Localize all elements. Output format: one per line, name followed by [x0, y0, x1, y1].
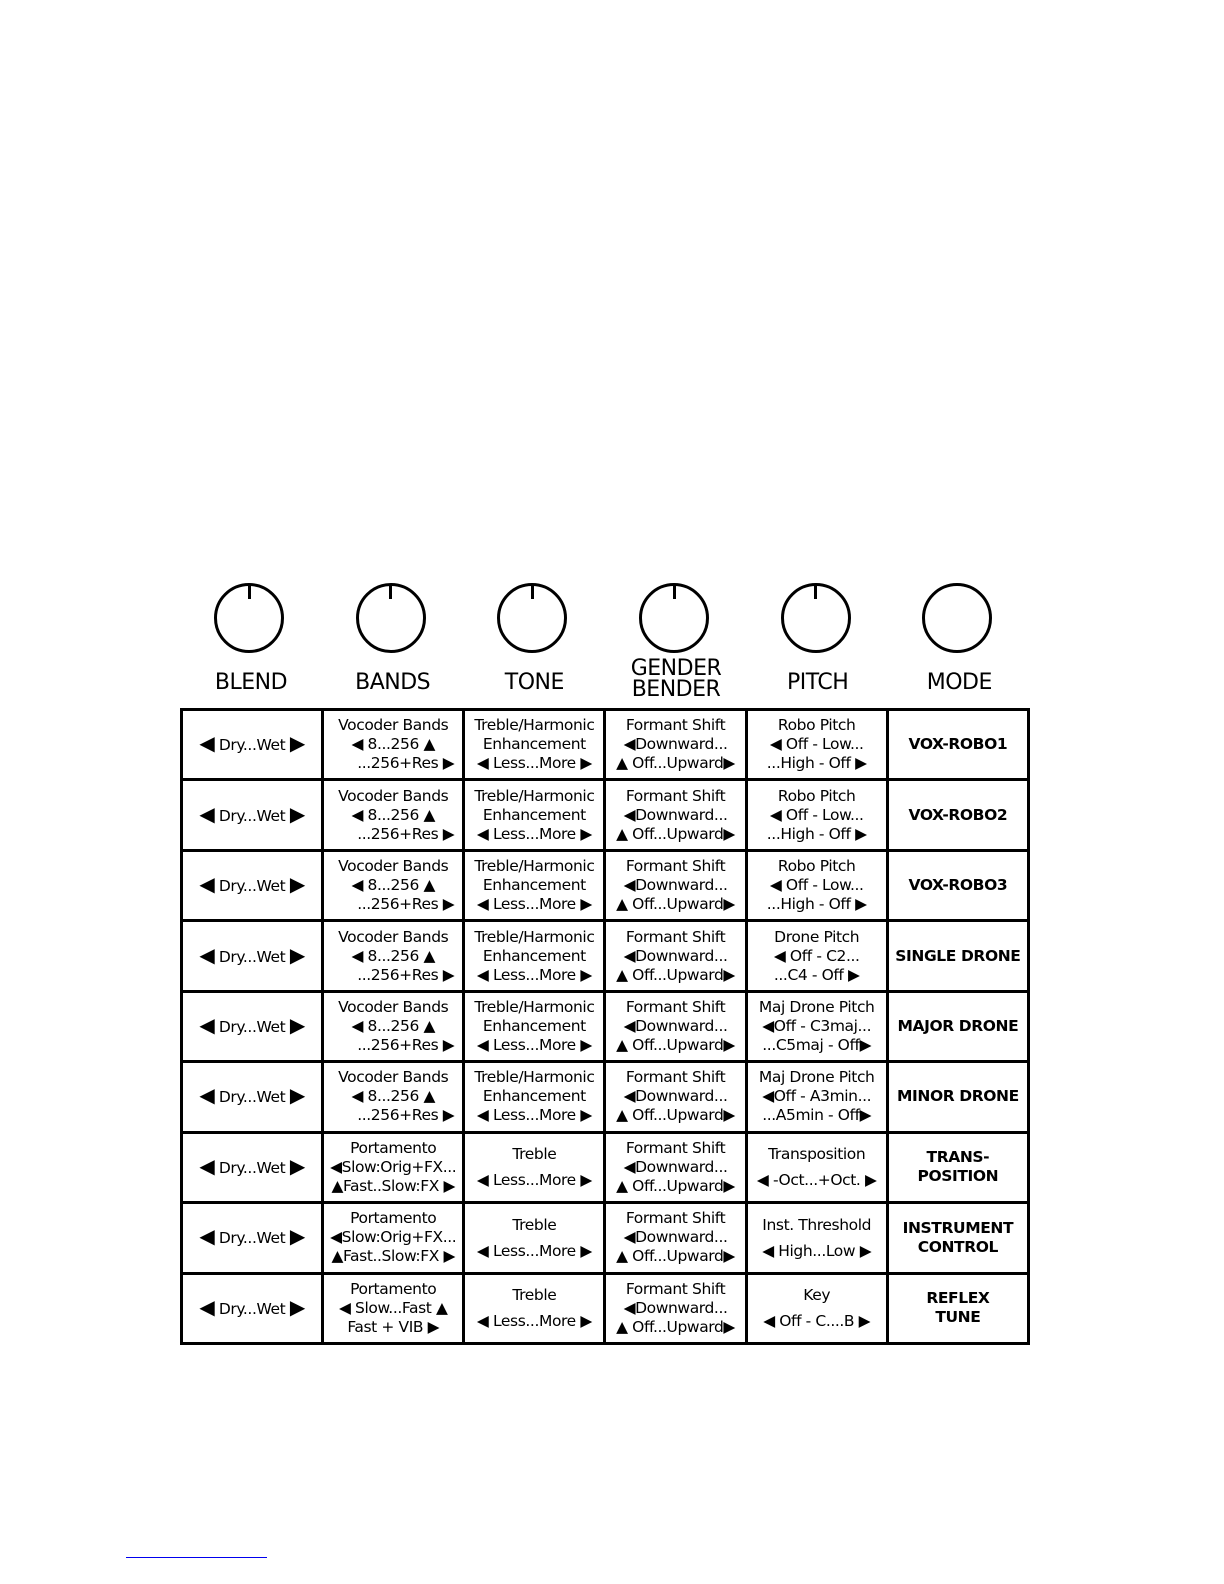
knob-row [180, 580, 1030, 705]
gender-cell-line: Formant Shift [625, 927, 726, 946]
knob-indicator [389, 585, 392, 599]
right-arrow-icon: ▶ [289, 801, 305, 826]
tone-cell-line: Treble/Harmonic [474, 716, 595, 735]
bands-cell-line: ...256+Res ▶ [357, 965, 455, 984]
tone-cell-line: ◀ Less...More ▶ [476, 1106, 592, 1125]
tone-cell [464, 1203, 605, 1273]
left-arrow-icon: ◀ [199, 1083, 215, 1108]
gender-cell-line: ▲ Off...Upward▶ [616, 895, 735, 914]
blend-cell [182, 780, 323, 850]
blend-cell [182, 1062, 323, 1132]
mode-cell [887, 1132, 1028, 1202]
gender-cell-line: Formant Shift [625, 716, 726, 735]
bands-cell [323, 1273, 464, 1344]
right-arrow-icon: ▶ [289, 942, 305, 967]
bands-cell-line: ▲Fast..Slow:FX ▶ [331, 1176, 456, 1195]
gender-cell [605, 1062, 746, 1132]
bands-cell-line: ...256+Res ▶ [357, 1106, 455, 1125]
mode-cell-line: VOX-ROBO3 [908, 876, 1008, 895]
knob-column [888, 580, 1030, 705]
blend-cell [182, 991, 323, 1061]
tone-cell-line: Enhancement [482, 1016, 586, 1035]
mode-cell-line: TRANS- [926, 1148, 990, 1167]
bands-cell-line: ...256+Res ▶ [357, 895, 455, 914]
knob-label: BLEND [214, 670, 288, 695]
blend-range-text: Dry...Wet [218, 1229, 286, 1248]
blend-cell [182, 850, 323, 920]
knob-icon[interactable] [922, 583, 992, 653]
bands-cell-line: ...256+Res ▶ [357, 1035, 455, 1054]
tone-cell-line: Enhancement [482, 876, 586, 895]
knob-column [180, 580, 322, 705]
table-row [182, 850, 1029, 920]
tone-cell-line: Enhancement [482, 735, 586, 754]
mode-cell-line: CONTROL [917, 1237, 999, 1256]
pitch-cell-line: Robo Pitch [777, 786, 856, 805]
bands-cell-line: ▲Fast..Slow:FX ▶ [331, 1247, 456, 1266]
pitch-cell-line: ◀ Off - Low... [769, 805, 864, 824]
tone-cell-line: Treble/Harmonic [474, 786, 595, 805]
left-arrow-icon: ◀ [199, 942, 215, 967]
tone-cell [464, 991, 605, 1061]
bands-cell [323, 1203, 464, 1273]
knob-indicator [248, 585, 251, 599]
tone-cell-line: ◀ Less...More ▶ [476, 1241, 592, 1260]
bands-cell-line: ◀ 8...256 ▲ [351, 805, 435, 824]
knob-indicator [814, 585, 817, 599]
knob-icon[interactable] [497, 583, 567, 653]
pitch-cell [746, 1273, 887, 1344]
bands-cell-line: ◀ 8...256 ▲ [351, 735, 435, 754]
pitch-cell-line: Maj Drone Pitch [758, 997, 875, 1016]
mode-cell [887, 921, 1028, 991]
tone-cell [464, 1273, 605, 1344]
blend-range-text: Dry...Wet [218, 877, 286, 896]
blend-cell [182, 1203, 323, 1273]
gender-cell-line: ◀Downward... [623, 805, 728, 824]
knob-column [322, 580, 464, 705]
pitch-cell-line: ...High - Off ▶ [766, 895, 867, 914]
bands-cell-line: Portamento [350, 1138, 437, 1157]
mode-cell-line: SINGLE DRONE [895, 946, 1021, 965]
pitch-cell-line: ...A5min - Off▶ [762, 1106, 872, 1125]
bands-cell-line: ◀ Slow...Fast ▲ [338, 1298, 448, 1317]
tone-cell-line: Treble [512, 1215, 557, 1234]
pitch-cell-line: ◀ Off - C....B ▶ [763, 1312, 871, 1331]
bands-cell-line: ◀Slow:Orig+FX... [330, 1228, 457, 1247]
gender-cell [605, 921, 746, 991]
tone-cell-line: ◀ Less...More ▶ [476, 1171, 592, 1190]
knob-icon[interactable] [781, 583, 851, 653]
pitch-cell-line: ◀ -Oct...+Oct. ▶ [756, 1171, 877, 1190]
gender-cell-line: Formant Shift [625, 1138, 726, 1157]
bands-cell-line: ◀ 8...256 ▲ [351, 876, 435, 895]
right-arrow-icon: ▶ [289, 1294, 305, 1319]
left-arrow-icon: ◀ [199, 1224, 215, 1249]
pitch-cell-line: ◀ Off - Low... [769, 735, 864, 754]
knob-label: TONE [504, 670, 564, 695]
knob-label-line: GENDER [630, 656, 722, 681]
table-row [182, 921, 1029, 991]
tone-cell-line: ◀ Less...More ▶ [476, 754, 592, 773]
gender-cell-line: ◀Downward... [623, 1087, 728, 1106]
blend-range-text: Dry...Wet [218, 736, 286, 755]
bands-cell-line: Portamento [350, 1279, 437, 1298]
bands-cell [323, 850, 464, 920]
left-arrow-icon: ◀ [199, 801, 215, 826]
pitch-cell [746, 710, 887, 780]
bands-cell-line: Fast + VIB ▶ [347, 1317, 440, 1336]
tone-cell-line: Treble/Harmonic [474, 857, 595, 876]
bands-cell-line: Portamento [350, 1209, 437, 1228]
pitch-cell-line: ◀ Off - Low... [769, 876, 864, 895]
gender-cell-line: ◀Downward... [623, 1016, 728, 1035]
gender-cell-line: Formant Shift [625, 857, 726, 876]
right-arrow-icon: ▶ [289, 1083, 305, 1108]
mode-settings-table [180, 708, 1030, 1345]
knob-indicator [531, 585, 534, 599]
tone-cell [464, 780, 605, 850]
tone-cell-line: Treble [512, 1145, 557, 1164]
bands-cell [323, 921, 464, 991]
bands-cell-line: ◀ 8...256 ▲ [351, 1016, 435, 1035]
gender-cell [605, 1203, 746, 1273]
pitch-cell [746, 1132, 887, 1202]
right-arrow-icon: ▶ [289, 872, 305, 897]
gender-cell-line: ▲ Off...Upward▶ [616, 965, 735, 984]
gender-cell [605, 1273, 746, 1344]
mode-cell-line: POSITION [917, 1167, 999, 1186]
pitch-cell-line: ◀ Off - C2... [773, 946, 860, 965]
gender-cell-line: Formant Shift [625, 1279, 726, 1298]
tone-cell-line: ◀ Less...More ▶ [476, 895, 592, 914]
pitch-cell [746, 850, 887, 920]
table-row [182, 1273, 1029, 1344]
blend-cell [182, 1132, 323, 1202]
bands-cell-line: ...256+Res ▶ [357, 824, 455, 843]
pitch-cell-line: ◀Off - A3min... [762, 1087, 872, 1106]
gender-cell-line: ▲ Off...Upward▶ [616, 1247, 735, 1266]
pitch-cell [746, 921, 887, 991]
blend-range-text: Dry...Wet [218, 1088, 286, 1107]
blend-cell [182, 710, 323, 780]
mode-cell-line: REFLEX [926, 1289, 990, 1308]
gender-cell [605, 1132, 746, 1202]
pitch-cell-line: ◀ High...Low ▶ [762, 1241, 872, 1260]
bands-cell-line: ◀ 8...256 ▲ [351, 946, 435, 965]
left-arrow-icon: ◀ [199, 1012, 215, 1037]
blend-range-text: Dry...Wet [218, 1158, 286, 1177]
left-arrow-icon: ◀ [199, 731, 215, 756]
bands-cell [323, 710, 464, 780]
tone-cell-line: Enhancement [482, 805, 586, 824]
knob-label: MODE [926, 670, 992, 695]
knob-indicator [673, 585, 676, 599]
gender-cell-line: ▲ Off...Upward▶ [616, 1176, 735, 1195]
pitch-cell [746, 780, 887, 850]
pitch-cell [746, 1062, 887, 1132]
table-row [182, 991, 1029, 1061]
tone-cell-line: ◀ Less...More ▶ [476, 1312, 592, 1331]
pitch-cell [746, 991, 887, 1061]
pitch-cell-line: ...C4 - Off ▶ [773, 965, 860, 984]
knob-label-line: BENDER [631, 677, 721, 702]
mode-cell [887, 1062, 1028, 1132]
mode-cell [887, 1203, 1028, 1273]
bands-cell [323, 1062, 464, 1132]
mode-cell [887, 780, 1028, 850]
tone-cell-line: Treble [512, 1286, 557, 1305]
gender-cell [605, 780, 746, 850]
knob-label: BANDS [355, 670, 431, 695]
pitch-cell-line: ...High - Off ▶ [766, 754, 867, 773]
tone-cell-line: Enhancement [482, 946, 586, 965]
tone-cell-line: Enhancement [482, 1087, 586, 1106]
bands-cell [323, 780, 464, 850]
pitch-cell-line: ...High - Off ▶ [766, 824, 867, 843]
knob-icon[interactable] [214, 583, 284, 653]
pitch-cell [746, 1203, 887, 1273]
table-row [182, 1062, 1029, 1132]
tone-cell [464, 1062, 605, 1132]
blend-cell [182, 921, 323, 991]
gender-cell-line: ◀Downward... [623, 735, 728, 754]
bands-cell-line: Vocoder Bands [338, 1068, 449, 1087]
gender-cell-line: Formant Shift [625, 1209, 726, 1228]
pitch-cell-line: Key [803, 1286, 831, 1305]
gender-cell-line: ▲ Off...Upward▶ [616, 754, 735, 773]
knob-label: PITCH [787, 670, 849, 695]
knob-column [463, 580, 605, 705]
gender-cell-line: Formant Shift [625, 786, 726, 805]
knob-label [605, 658, 747, 700]
gender-cell-line: ◀Downward... [623, 946, 728, 965]
mode-cell-line: MAJOR DRONE [897, 1016, 1019, 1035]
pitch-cell-line: Drone Pitch [774, 927, 860, 946]
right-arrow-icon: ▶ [289, 1224, 305, 1249]
tone-cell [464, 850, 605, 920]
right-arrow-icon: ▶ [289, 1012, 305, 1037]
mode-cell-line: TUNE [935, 1308, 981, 1327]
knob-column [747, 580, 889, 705]
tone-cell [464, 921, 605, 991]
right-arrow-icon: ▶ [289, 731, 305, 756]
left-arrow-icon: ◀ [199, 1153, 215, 1178]
blend-range-text: Dry...Wet [218, 1017, 286, 1036]
table-row [182, 780, 1029, 850]
table-row [182, 1203, 1029, 1273]
blend-range-text: Dry...Wet [218, 1299, 286, 1318]
pitch-cell-line: Robo Pitch [777, 716, 856, 735]
gender-cell-line: ▲ Off...Upward▶ [616, 824, 735, 843]
gender-cell-line: ◀Downward... [623, 876, 728, 895]
tone-cell [464, 1132, 605, 1202]
table-row [182, 1132, 1029, 1202]
pitch-cell-line: Maj Drone Pitch [758, 1068, 875, 1087]
bands-cell-line: ◀Slow:Orig+FX... [330, 1157, 457, 1176]
left-arrow-icon: ◀ [199, 1294, 215, 1319]
bands-cell-line: Vocoder Bands [338, 786, 449, 805]
left-arrow-icon: ◀ [199, 872, 215, 897]
tone-cell [464, 710, 605, 780]
mode-cell-line: VOX-ROBO1 [908, 735, 1008, 754]
pitch-cell-line: Transposition [768, 1145, 866, 1164]
blend-range-text: Dry...Wet [218, 806, 286, 825]
table-row [182, 710, 1029, 780]
bands-cell-line: Vocoder Bands [338, 857, 449, 876]
blend-range-text: Dry...Wet [218, 947, 286, 966]
gender-cell-line: ▲ Off...Upward▶ [616, 1106, 735, 1125]
gender-cell-line: ◀Downward... [623, 1298, 728, 1317]
knob-icon[interactable] [356, 583, 426, 653]
bands-cell [323, 1132, 464, 1202]
footnote-separator [126, 1557, 267, 1558]
gender-cell [605, 710, 746, 780]
knob-icon[interactable] [639, 583, 709, 653]
knob-column [605, 580, 747, 705]
gender-cell-line: ▲ Off...Upward▶ [616, 1035, 735, 1054]
mode-cell-line: INSTRUMENT [902, 1218, 1014, 1237]
tone-cell-line: ◀ Less...More ▶ [476, 1035, 592, 1054]
gender-cell-line: Formant Shift [625, 1068, 726, 1087]
mode-cell [887, 850, 1028, 920]
bands-cell-line: ...256+Res ▶ [357, 754, 455, 773]
tone-cell-line: Treble/Harmonic [474, 1068, 595, 1087]
pitch-cell-line: ...C5maj - Off▶ [762, 1035, 872, 1054]
mode-cell [887, 710, 1028, 780]
pitch-cell-line: Inst. Threshold [762, 1215, 872, 1234]
bands-cell [323, 991, 464, 1061]
tone-cell-line: Treble/Harmonic [474, 997, 595, 1016]
mode-cell [887, 1273, 1028, 1344]
gender-cell [605, 991, 746, 1061]
mode-cell-line: MINOR DRONE [896, 1087, 1019, 1106]
bands-cell-line: Vocoder Bands [338, 997, 449, 1016]
gender-cell-line: Formant Shift [625, 997, 726, 1016]
gender-cell-line: ◀Downward... [623, 1157, 728, 1176]
tone-cell-line: ◀ Less...More ▶ [476, 965, 592, 984]
pitch-cell-line: Robo Pitch [777, 857, 856, 876]
gender-cell-line: ◀Downward... [623, 1228, 728, 1247]
mode-cell-line: VOX-ROBO2 [908, 805, 1008, 824]
tone-cell-line: Treble/Harmonic [474, 927, 595, 946]
pitch-cell-line: ◀Off - C3maj... [762, 1016, 872, 1035]
right-arrow-icon: ▶ [289, 1153, 305, 1178]
bands-cell-line: Vocoder Bands [338, 927, 449, 946]
bands-cell-line: Vocoder Bands [338, 716, 449, 735]
mode-cell [887, 991, 1028, 1061]
gender-cell-line: ▲ Off...Upward▶ [616, 1317, 735, 1336]
blend-cell [182, 1273, 323, 1344]
gender-cell [605, 850, 746, 920]
bands-cell-line: ◀ 8...256 ▲ [351, 1087, 435, 1106]
tone-cell-line: ◀ Less...More ▶ [476, 824, 592, 843]
